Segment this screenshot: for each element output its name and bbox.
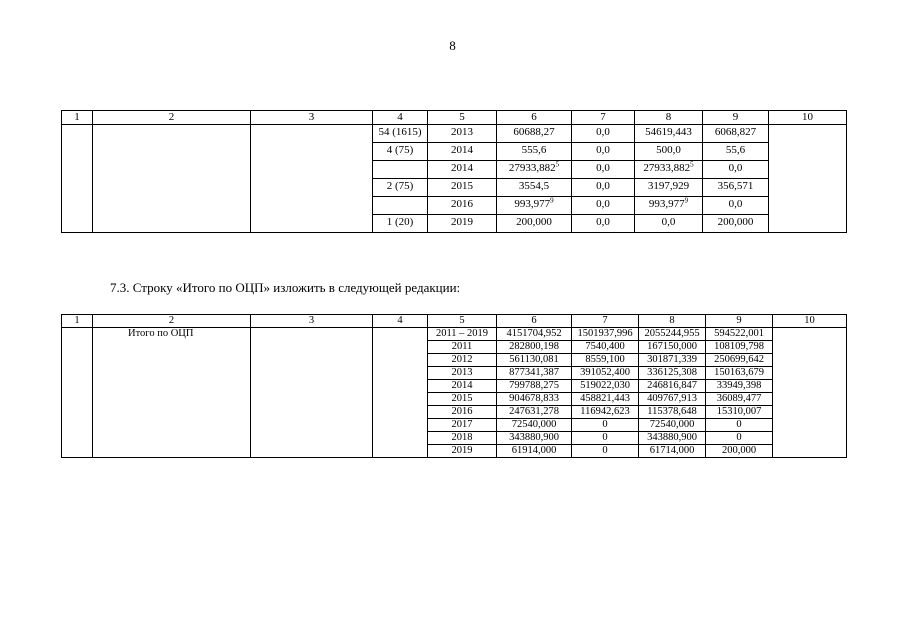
value-cell: 7540,400: [572, 341, 639, 354]
column-number: 2: [93, 315, 251, 328]
column-number: 7: [572, 111, 635, 125]
value-cell: 0: [706, 419, 773, 432]
value-cell: 409767,913: [639, 393, 706, 406]
empty-cell: [773, 328, 847, 458]
column-number: 3: [251, 111, 373, 125]
value-cell: 116942,623: [572, 406, 639, 419]
value-cell: 336125,308: [639, 367, 706, 380]
value-cell: 391052,400: [572, 367, 639, 380]
value-cell: 1501937,996: [572, 328, 639, 341]
column-number: 10: [773, 315, 847, 328]
column-number: 2: [93, 111, 251, 125]
column-number: 4: [373, 111, 428, 125]
table-header-row: [62, 111, 847, 125]
column-number: 3: [251, 315, 373, 328]
value-cell: 72540,000: [639, 419, 706, 432]
empty-cell: [93, 125, 251, 233]
total-cell: 27933,882$^5$: [497, 161, 572, 179]
object-count-cell: [373, 197, 428, 215]
year-cell: 2013: [428, 367, 497, 380]
value-cell: 36089,477: [706, 393, 773, 406]
value-cell: 0,0: [572, 125, 635, 143]
total-cell: 282800,198: [497, 341, 572, 354]
value-cell: 0,0: [703, 161, 769, 179]
value-cell: 250699,642: [706, 354, 773, 367]
value-cell: 343880,900: [639, 432, 706, 445]
value-cell: 0: [572, 432, 639, 445]
value-cell: 458821,443: [572, 393, 639, 406]
column-number: 10: [769, 111, 847, 125]
budget-table-continuation: [61, 110, 847, 233]
column-number: 5: [428, 111, 497, 125]
value-cell: 993,977$^9$: [635, 197, 703, 215]
total-cell: 555,6: [497, 143, 572, 161]
object-count-cell: [373, 161, 428, 179]
value-cell: 0,0: [703, 197, 769, 215]
total-label: Итого по ОЦП: [93, 328, 251, 458]
column-number: 6: [497, 315, 572, 328]
total-cell: 247631,278: [497, 406, 572, 419]
total-cell: 3554,5: [497, 179, 572, 197]
empty-cell: [769, 125, 847, 233]
value-cell: 27933,882$^5$: [635, 161, 703, 179]
value-cell: 6068,827: [703, 125, 769, 143]
column-number: 9: [706, 315, 773, 328]
amendment-paragraph: 7.3. Строку «Итого по ОЦП» изложить в следующей редакции:: [110, 280, 461, 295]
total-ocp-table: [61, 314, 847, 458]
value-cell: 3197,929: [635, 179, 703, 197]
empty-cell: [251, 328, 373, 458]
total-cell: 4151704,952: [497, 328, 572, 341]
total-cell: 200,000: [497, 215, 572, 233]
empty-cell: [62, 328, 93, 458]
column-number: 1: [62, 111, 93, 125]
value-cell: 0,0: [572, 143, 635, 161]
value-cell: 55,6: [703, 143, 769, 161]
value-cell: 0: [572, 445, 639, 458]
object-count-cell: 2 (75): [373, 179, 428, 197]
year-cell: 2012: [428, 354, 497, 367]
value-cell: 500,0: [635, 143, 703, 161]
year-cell: 2017: [428, 419, 497, 432]
value-cell: 200,000: [706, 445, 773, 458]
object-count-cell: 1 (20): [373, 215, 428, 233]
value-cell: 2055244,955: [639, 328, 706, 341]
year-cell: 2014: [428, 380, 497, 393]
object-count-cell: 4 (75): [373, 143, 428, 161]
year-cell: 2019: [428, 215, 497, 233]
page-number: 8: [449, 38, 456, 53]
total-cell: 343880,900: [497, 432, 572, 445]
value-cell: 0: [572, 419, 639, 432]
year-cell: 2015: [428, 179, 497, 197]
value-cell: 301871,339: [639, 354, 706, 367]
year-cell: 2016: [428, 197, 497, 215]
empty-cell: [62, 125, 93, 233]
year-cell: 2018: [428, 432, 497, 445]
column-number: 7: [572, 315, 639, 328]
value-cell: 167150,000: [639, 341, 706, 354]
year-cell: 2013: [428, 125, 497, 143]
year-cell: 2011: [428, 341, 497, 354]
value-cell: 150163,679: [706, 367, 773, 380]
value-cell: 8559,100: [572, 354, 639, 367]
total-cell: 61914,000: [497, 445, 572, 458]
empty-cell: [251, 125, 373, 233]
table-row: [62, 125, 847, 143]
column-number: 8: [639, 315, 706, 328]
value-cell: 54619,443: [635, 125, 703, 143]
column-number: 9: [703, 111, 769, 125]
value-cell: 0,0: [572, 197, 635, 215]
total-cell: 877341,387: [497, 367, 572, 380]
column-number: 8: [635, 111, 703, 125]
value-cell: 108109,798: [706, 341, 773, 354]
value-cell: 356,571: [703, 179, 769, 197]
value-cell: 0,0: [572, 179, 635, 197]
column-number: 5: [428, 315, 497, 328]
year-cell: 2015: [428, 393, 497, 406]
column-number: 1: [62, 315, 93, 328]
value-cell: 0,0: [572, 215, 635, 233]
value-cell: 200,000: [703, 215, 769, 233]
value-cell: 61714,000: [639, 445, 706, 458]
column-number: 6: [497, 111, 572, 125]
total-cell: 60688,27: [497, 125, 572, 143]
total-cell: 904678,833: [497, 393, 572, 406]
value-cell: 33949,398: [706, 380, 773, 393]
total-cell: 72540,000: [497, 419, 572, 432]
value-cell: 594522,001: [706, 328, 773, 341]
value-cell: 0: [706, 432, 773, 445]
year-cell: 2014: [428, 161, 497, 179]
value-cell: 15310,007: [706, 406, 773, 419]
table-row: [62, 328, 847, 341]
value-cell: 115378,648: [639, 406, 706, 419]
value-cell: 246816,847: [639, 380, 706, 393]
value-cell: 0,0: [635, 215, 703, 233]
table-header-row: [62, 315, 847, 328]
total-cell: 993,977$^9$: [497, 197, 572, 215]
year-cell: 2019: [428, 445, 497, 458]
year-cell: 2014: [428, 143, 497, 161]
total-cell: 561130,081: [497, 354, 572, 367]
object-count-cell: 54 (1615): [373, 125, 428, 143]
year-cell: 2011 – 2019: [428, 328, 497, 341]
total-cell: 799788,275: [497, 380, 572, 393]
column-number: 4: [373, 315, 428, 328]
value-cell: 519022,030: [572, 380, 639, 393]
value-cell: 0,0: [572, 161, 635, 179]
empty-cell: [373, 328, 428, 458]
year-cell: 2016: [428, 406, 497, 419]
